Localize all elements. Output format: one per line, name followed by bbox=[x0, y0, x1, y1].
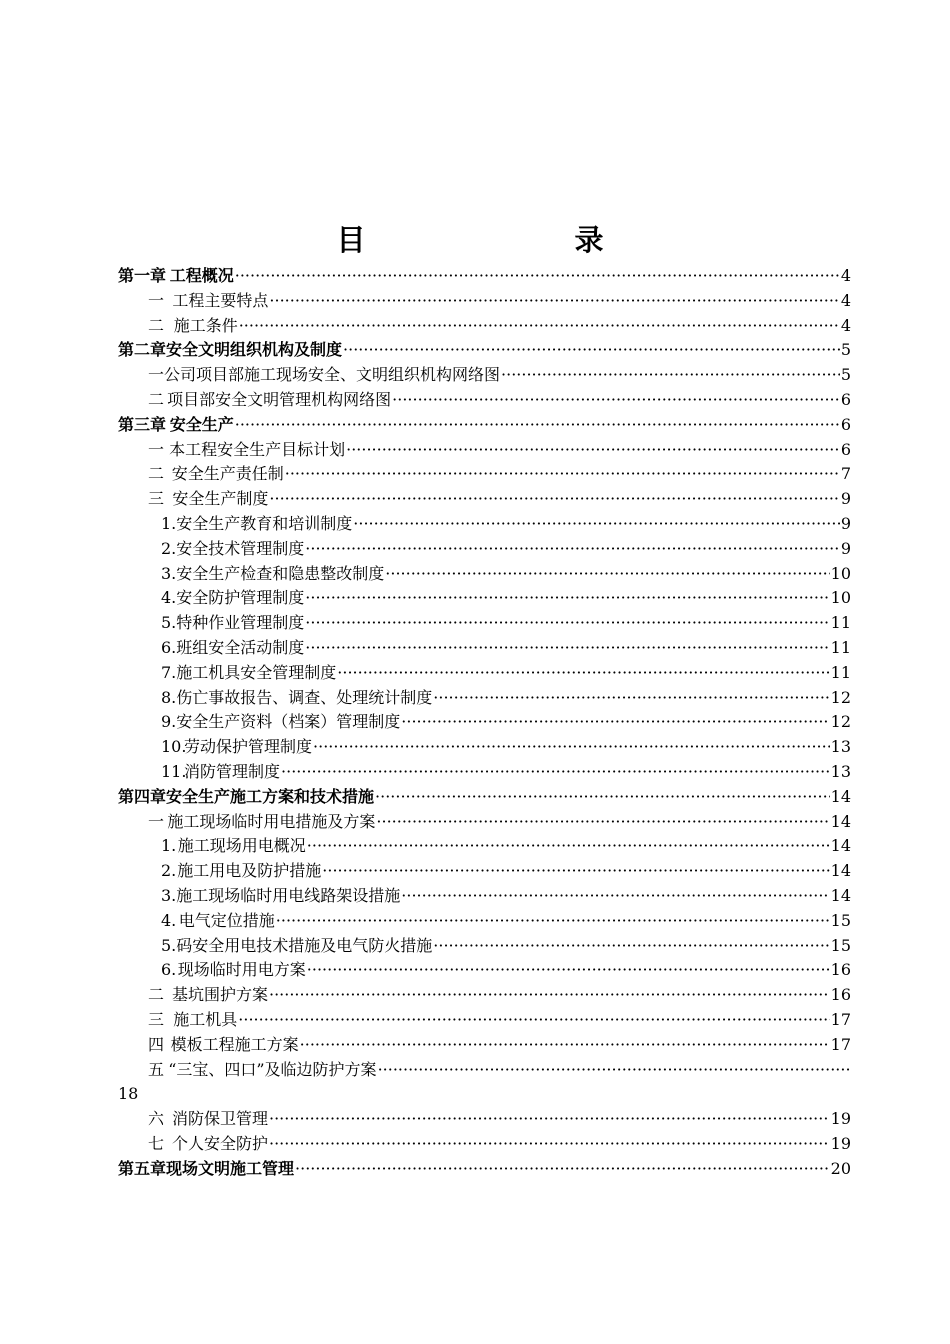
toc-leader-dots bbox=[313, 735, 830, 760]
toc-entry-page: 12 bbox=[830, 687, 851, 707]
toc-entry[interactable] bbox=[118, 983, 851, 1008]
toc-entry-number: 4. bbox=[161, 588, 177, 608]
toc-entry-title: 安全生产施工方案和技术措施 bbox=[166, 786, 375, 806]
toc-leader-dots bbox=[305, 537, 840, 562]
toc-entry[interactable] bbox=[118, 388, 851, 413]
toc-entry-number: 三 bbox=[148, 1009, 165, 1029]
toc-entry[interactable] bbox=[118, 1107, 851, 1132]
toc-entry[interactable] bbox=[118, 1008, 851, 1033]
toc-entry-number: 3. bbox=[161, 885, 177, 905]
page-title: 目 录 bbox=[336, 223, 694, 257]
toc-entry-number: 6. bbox=[161, 637, 177, 657]
toc-entry-number: 9. bbox=[161, 712, 177, 732]
toc-entry-page: 9 bbox=[840, 489, 851, 509]
toc-entry-page: 9 bbox=[840, 538, 851, 558]
toc-entry-number: 6. bbox=[161, 960, 177, 980]
toc-leader-dots bbox=[295, 1157, 830, 1182]
toc-entry-title: 施工条件 bbox=[173, 315, 238, 335]
toc-entry-page: 5 bbox=[840, 365, 851, 385]
toc-entry-title: 安全生产制度 bbox=[172, 489, 269, 509]
toc-entry-number: 10. bbox=[161, 737, 187, 757]
toc-leader-dots bbox=[281, 760, 830, 785]
toc-leader-dots bbox=[501, 363, 840, 388]
toc-leader-dots bbox=[375, 785, 830, 810]
toc-chapter-entry[interactable] bbox=[118, 264, 851, 289]
toc-entry-number: 2. bbox=[161, 538, 177, 558]
toc-leader-dots bbox=[305, 586, 829, 611]
toc-entry-number: 第四章 bbox=[118, 786, 167, 806]
toc-entry-title: 施工现场临时用电措施及方案 bbox=[167, 811, 376, 831]
toc-entry-title: 安全文明组织机构及制度 bbox=[166, 340, 343, 360]
toc-leader-dots bbox=[269, 983, 830, 1008]
toc-entry-page: 17 bbox=[830, 1009, 851, 1029]
toc-entry-title: 劳动保护管理制度 bbox=[184, 737, 313, 757]
toc-entry-page: 11 bbox=[830, 662, 851, 682]
toc-entry-title: 本工程安全生产目标计划 bbox=[169, 439, 346, 459]
toc-entry-title: 项目部安全文明管理机构网络图 bbox=[167, 389, 392, 409]
toc-entry[interactable] bbox=[118, 314, 851, 339]
toc-chapter-entry[interactable] bbox=[118, 413, 851, 438]
toc-leader-dots bbox=[433, 934, 829, 959]
toc-entry-number: 2. bbox=[161, 861, 177, 881]
toc-entry[interactable] bbox=[118, 1058, 851, 1083]
toc-entry[interactable] bbox=[118, 735, 851, 760]
toc-entry-page: 10 bbox=[830, 563, 851, 583]
toc-entry-number: 五 bbox=[148, 1059, 165, 1079]
toc-entry-number: 4. bbox=[161, 910, 177, 930]
toc-leader-dots bbox=[305, 636, 829, 661]
toc-entry[interactable] bbox=[118, 884, 851, 909]
toc-entry-title: 安全生产教育和培训制度 bbox=[176, 513, 353, 533]
toc-entry-page: 4 bbox=[840, 315, 851, 335]
toc-leader-dots bbox=[269, 1107, 830, 1132]
toc-leader-dots bbox=[285, 462, 840, 487]
toc-entry-title: 公司项目部施工现场安全、文明组织机构网络图 bbox=[164, 365, 501, 385]
toc-leader-dots bbox=[238, 1008, 829, 1033]
toc-entry-title: “三宝、四口”及临边防护方案 bbox=[168, 1059, 377, 1079]
toc-entry-number: 二 bbox=[148, 464, 165, 484]
toc-leader-dots bbox=[300, 1033, 830, 1058]
toc-entry[interactable] bbox=[118, 958, 851, 983]
toc-entry-title: 施工现场临时用电线路架设措施 bbox=[176, 885, 401, 905]
toc-entry-title: 特种作业管理制度 bbox=[176, 613, 305, 633]
toc-leader-dots bbox=[307, 958, 830, 983]
toc-chapter-entry[interactable] bbox=[118, 338, 851, 363]
toc-entry[interactable] bbox=[118, 934, 851, 959]
toc-entry-number: 第五章 bbox=[118, 1158, 167, 1178]
toc-entry-number: 1. bbox=[161, 513, 177, 533]
toc-entry[interactable] bbox=[118, 537, 851, 562]
toc-entry-title: 安全防护管理制度 bbox=[176, 588, 305, 608]
toc-entry-title: 消防管理制度 bbox=[184, 761, 281, 781]
toc-entry-title: 安全生产资料（档案）管理制度 bbox=[176, 712, 401, 732]
toc-entry-page: 11 bbox=[830, 637, 851, 657]
toc-entry[interactable] bbox=[118, 487, 851, 512]
toc-leader-dots bbox=[322, 859, 829, 884]
toc-entry-title: 施工现场用电概况 bbox=[177, 836, 306, 856]
toc-entry[interactable] bbox=[118, 462, 851, 487]
toc-entry-title: 安全生产检查和隐患整改制度 bbox=[176, 563, 385, 583]
toc-entry-page: 20 bbox=[830, 1158, 851, 1178]
toc-entry[interactable] bbox=[118, 760, 851, 785]
toc-leader-dots bbox=[385, 562, 829, 587]
toc-entry-page: 7 bbox=[840, 464, 851, 484]
toc-entry[interactable] bbox=[118, 289, 851, 314]
toc-entry[interactable] bbox=[118, 1033, 851, 1058]
toc-entry-number: 二 bbox=[148, 389, 165, 409]
toc-entry-number: 七 bbox=[148, 1133, 165, 1153]
toc-leader-dots bbox=[433, 686, 829, 711]
toc-entry-number: 11. bbox=[161, 761, 187, 781]
toc-entry[interactable] bbox=[118, 1132, 851, 1157]
table-of-contents bbox=[118, 264, 851, 1181]
toc-entry-page: 10 bbox=[830, 588, 851, 608]
toc-entry[interactable] bbox=[118, 636, 851, 661]
toc-leader-dots bbox=[276, 909, 830, 934]
toc-entry[interactable] bbox=[118, 363, 851, 388]
toc-entry-page: 14 bbox=[830, 885, 851, 905]
toc-chapter-entry[interactable] bbox=[118, 785, 851, 810]
toc-entry[interactable] bbox=[118, 810, 851, 835]
toc-leader-dots bbox=[353, 512, 840, 537]
toc-entry-number: 第一章 bbox=[118, 266, 167, 285]
toc-entry-number: 一 bbox=[148, 439, 165, 459]
toc-entry-title: 班组安全活动制度 bbox=[176, 637, 305, 657]
toc-leader-dots bbox=[376, 810, 829, 835]
toc-entry-number: 一 bbox=[148, 811, 165, 831]
toc-leader-dots bbox=[269, 289, 839, 314]
toc-leader-dots bbox=[392, 388, 840, 413]
toc-entry-number: 1. bbox=[161, 836, 177, 856]
toc-entry[interactable] bbox=[118, 909, 851, 934]
toc-entry-page: 13 bbox=[830, 761, 851, 781]
toc-leader-dots bbox=[235, 413, 840, 438]
toc-entry-page: 15 bbox=[830, 935, 851, 955]
toc-entry-page: 17 bbox=[830, 1034, 851, 1054]
toc-entry-number: 7. bbox=[161, 662, 177, 682]
toc-entry-page: 11 bbox=[830, 613, 851, 633]
toc-leader-dots bbox=[337, 661, 829, 686]
toc-leader-dots bbox=[239, 314, 840, 339]
toc-entry-page: 6 bbox=[840, 389, 851, 409]
toc-entry-page: 6 bbox=[840, 414, 851, 434]
toc-entry-page: 4 bbox=[840, 290, 851, 310]
toc-entry-number: 第三章 bbox=[118, 414, 167, 434]
toc-entry-number: 一 bbox=[148, 365, 165, 385]
toc-entry-title: 施工用电及防护措施 bbox=[177, 861, 322, 881]
toc-entry-title: 码安全用电技术措施及电气防火措施 bbox=[176, 935, 433, 955]
toc-entry[interactable] bbox=[118, 710, 851, 735]
toc-entry-page: 5 bbox=[840, 340, 851, 360]
toc-entry[interactable] bbox=[118, 661, 851, 686]
toc-entry-page: 14 bbox=[830, 861, 851, 881]
toc-entry-title: 模板工程施工方案 bbox=[170, 1034, 299, 1054]
toc-entry-page: 19 bbox=[830, 1133, 851, 1153]
toc-entry[interactable] bbox=[118, 686, 851, 711]
toc-entry[interactable] bbox=[118, 611, 851, 636]
toc-entry-page: 14 bbox=[830, 811, 851, 831]
toc-entry-page: 14 bbox=[830, 786, 851, 806]
toc-leader-dots bbox=[305, 611, 829, 636]
toc-entry-page: 14 bbox=[830, 836, 851, 856]
toc-chapter-entry[interactable] bbox=[118, 1157, 851, 1182]
toc-entry-page: 15 bbox=[830, 910, 851, 930]
toc-entry-page: 16 bbox=[830, 985, 851, 1005]
toc-entry-page: 9 bbox=[840, 513, 851, 533]
toc-entry-number: 第二章 bbox=[118, 340, 167, 360]
toc-entry-title: 安全技术管理制度 bbox=[176, 538, 305, 558]
toc-leader-dots bbox=[401, 710, 829, 735]
toc-leader-dots bbox=[235, 264, 840, 289]
toc-entry[interactable] bbox=[118, 859, 851, 884]
toc-entry-number: 5. bbox=[161, 935, 177, 955]
toc-entry-title: 伤亡事故报告、调查、处理统计制度 bbox=[176, 687, 433, 707]
toc-leader-dots bbox=[378, 1058, 850, 1083]
toc-entry[interactable] bbox=[118, 438, 851, 463]
toc-entry-number: 二 bbox=[148, 985, 165, 1005]
toc-entry-title: 电气定位措施 bbox=[178, 910, 275, 930]
toc-entry-title: 安全生产责任制 bbox=[171, 464, 284, 484]
toc-entry-title: 基坑围护方案 bbox=[171, 985, 268, 1005]
toc-entry-number: 二 bbox=[148, 315, 165, 335]
toc-entry-page: 12 bbox=[830, 712, 851, 732]
toc-entry-page: 16 bbox=[830, 960, 851, 980]
toc-leader-dots bbox=[307, 834, 830, 859]
toc-entry-page: 13 bbox=[830, 737, 851, 757]
toc-entry-title: 消防保卫管理 bbox=[171, 1109, 268, 1129]
toc-entry-title: 工程主要特点 bbox=[172, 290, 269, 310]
toc-entry-number: 3. bbox=[161, 563, 177, 583]
toc-entry[interactable] bbox=[118, 512, 851, 537]
toc-entry-number: 8. bbox=[161, 687, 177, 707]
toc-entry-title: 施工机具安全管理制度 bbox=[176, 662, 337, 682]
toc-leader-dots bbox=[346, 438, 840, 463]
toc-entry-number: 三 bbox=[148, 489, 165, 509]
toc-entry-title: 施工机具 bbox=[173, 1009, 238, 1029]
toc-entry-title: 个人安全防护 bbox=[171, 1133, 268, 1153]
toc-entry-number: 四 bbox=[148, 1034, 165, 1054]
toc-entry-title: 工程概况 bbox=[169, 266, 234, 285]
toc-entry-page: 18 bbox=[118, 1084, 139, 1104]
toc-entry-title: 现场文明施工管理 bbox=[166, 1158, 295, 1178]
toc-entry[interactable] bbox=[118, 586, 851, 611]
toc-leader-dots bbox=[269, 487, 839, 512]
toc-entry-page: 4 bbox=[840, 266, 851, 285]
toc-entry-page: 19 bbox=[830, 1109, 851, 1129]
toc-leader-dots bbox=[401, 884, 829, 909]
toc-leader-dots bbox=[343, 338, 840, 363]
toc-entry-number: 5. bbox=[161, 613, 177, 633]
toc-entry[interactable] bbox=[118, 562, 851, 587]
toc-entry[interactable] bbox=[118, 834, 851, 859]
toc-entry-title: 安全生产 bbox=[169, 414, 234, 434]
toc-entry-page: 6 bbox=[840, 439, 851, 459]
toc-entry-number: 六 bbox=[148, 1109, 165, 1129]
toc-entry-number: 一 bbox=[148, 290, 165, 310]
toc-entry-title: 现场临时用电方案 bbox=[177, 960, 306, 980]
toc-leader-dots bbox=[269, 1132, 830, 1157]
